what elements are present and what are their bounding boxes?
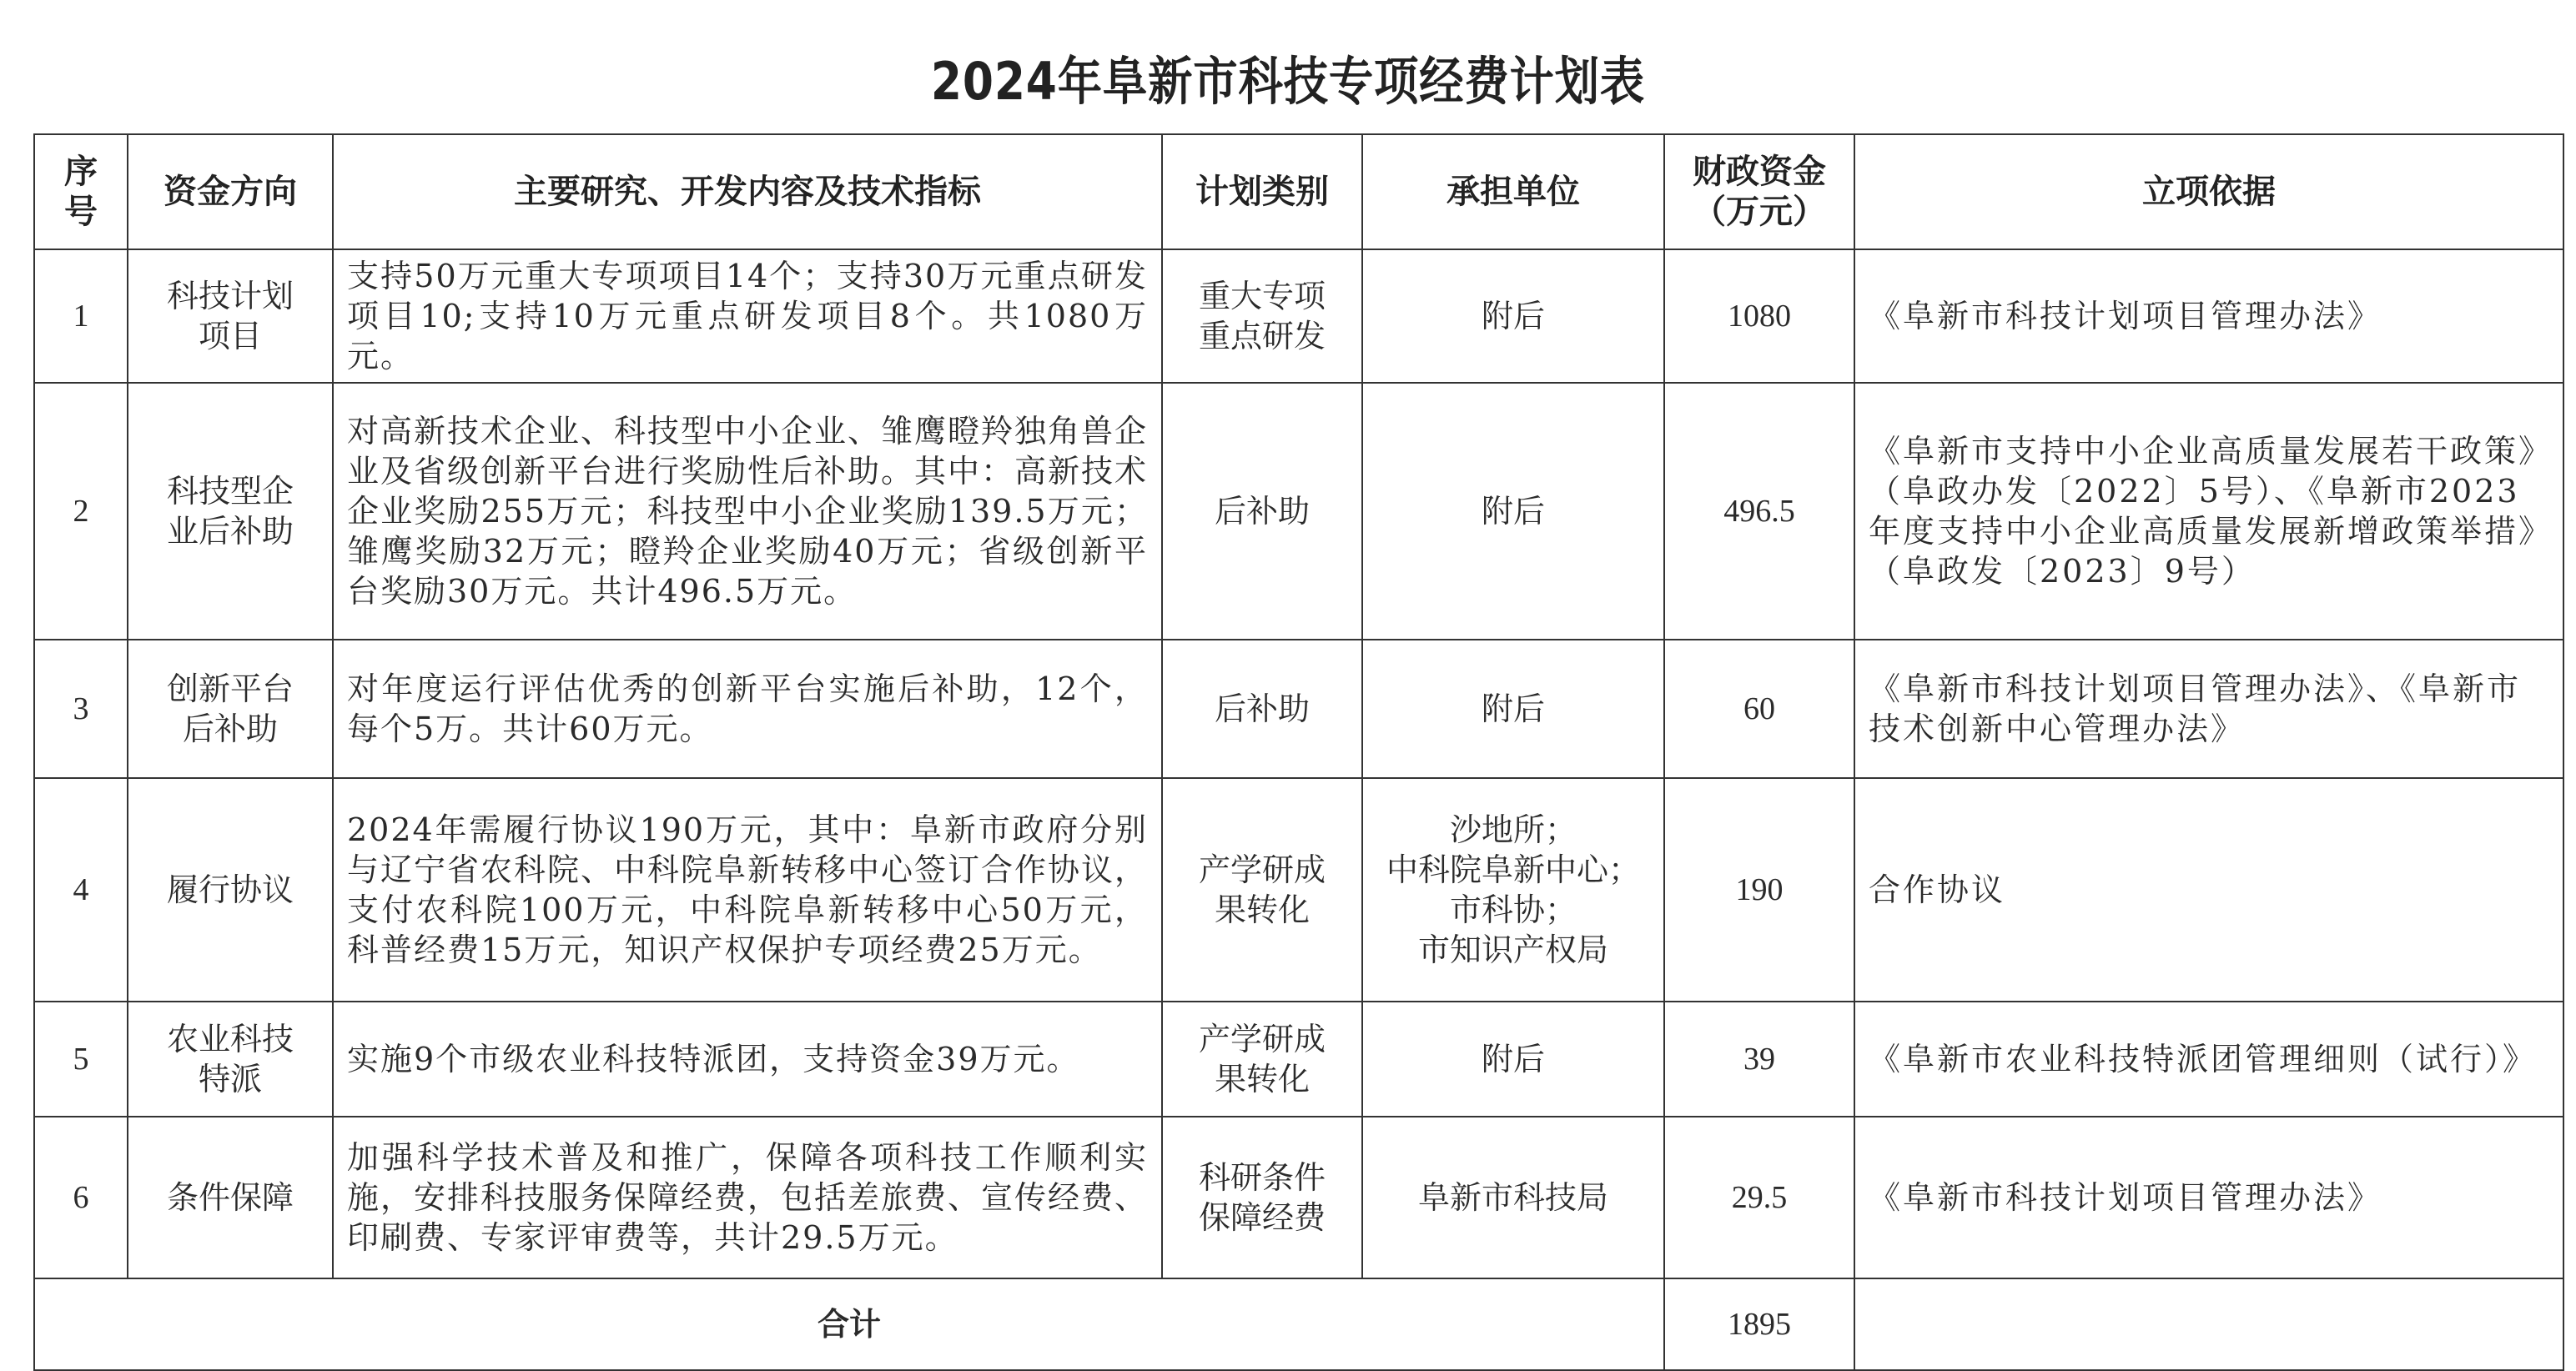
row-unit [1362,640,1664,778]
category-line: 保障经费 [1198,1199,1326,1236]
row-index: 2 [34,383,128,640]
row-category [1162,383,1362,640]
header-unit: 承担单位 [1362,134,1664,249]
unit-line: 附后 [1481,691,1545,727]
header-funds [1664,134,1854,249]
row-content: 对年度运行评估优秀的创新平台实施后补助，12个，每个5万。共计60万元。 [333,640,1162,778]
header-content: 主要研究、开发内容及技术指标 [333,134,1162,249]
row-index: 4 [34,778,128,1002]
row-unit [1362,1002,1664,1117]
row-unit [1362,778,1664,1002]
category-line: 后补助 [1214,691,1310,727]
row-content: 支持50万元重大专项项目14个；支持30万元重点研发项目10;支持10万元重点研发项目8个。共1080万元。 [333,249,1162,383]
row-category [1162,640,1362,778]
header-index-line2: 号 [64,193,98,231]
row-unit [1362,249,1664,383]
row-index: 3 [34,640,128,778]
row-basis: 合作协议 [1854,778,2563,1002]
category-line: 果转化 [1214,891,1310,928]
row-category [1162,778,1362,1002]
table-row [34,249,2563,383]
row-category [1162,249,1362,383]
header-basis: 立项依据 [1854,134,2563,249]
header-funds-line1: 财政资金 [1693,153,1826,191]
row-funds: 39 [1664,1002,1854,1117]
document-title: 2024年阜新市科技专项经费计划表 [930,51,1646,112]
header-direction: 资金方向 [128,134,333,249]
row-funds: 60 [1664,640,1854,778]
unit-line: 附后 [1481,298,1545,334]
header-index [34,134,128,249]
total-basis [1854,1278,2563,1370]
header-funds-line2: （万元） [1693,193,1826,231]
row-category [1162,1117,1362,1278]
row-basis: 《阜新市科技计划项目管理办法》 [1854,1117,2563,1278]
row-direction [128,1117,333,1278]
category-line: 产学研成 [1198,851,1326,888]
row-basis: 《阜新市科技计划项目管理办法》、《阜新市技术创新中心管理办法》 [1854,640,2563,778]
unit-line: 阜新市科技局 [1417,1179,1608,1216]
row-unit [1362,1117,1664,1278]
category-line: 重大专项 [1198,278,1326,314]
category-line: 科研条件 [1198,1159,1326,1196]
row-basis: 《阜新市农业科技特派团管理细则（试行）》 [1854,1002,2563,1117]
row-funds: 1080 [1664,249,1854,383]
header-index-line1: 序 [64,153,98,191]
row-direction [128,1002,333,1117]
category-line: 果转化 [1214,1061,1310,1097]
row-index: 1 [34,249,128,383]
direction-line: 业后补助 [166,513,294,550]
row-unit [1362,383,1664,640]
direction-line: 条件保障 [166,1179,294,1216]
category-line: 后补助 [1214,493,1310,530]
row-index: 5 [34,1002,128,1117]
unit-line: 市科协； [1449,891,1577,928]
row-category [1162,1002,1362,1117]
row-direction [128,249,333,383]
direction-line: 创新平台 [166,670,294,707]
row-funds: 496.5 [1664,383,1854,640]
row-direction [128,383,333,640]
row-direction [128,640,333,778]
total-row [34,1278,2563,1370]
total-funds: 1895 [1664,1278,1854,1370]
header-row [34,134,2563,249]
table-row [34,383,2563,640]
category-line: 产学研成 [1198,1021,1326,1057]
row-funds: 190 [1664,778,1854,1002]
direction-line: 后补助 [182,711,278,747]
unit-line: 附后 [1481,493,1545,530]
row-content: 实施9个市级农业科技特派团，支持资金39万元。 [333,1002,1162,1117]
direction-line: 履行协议 [166,871,294,908]
direction-line: 农业科技 [166,1021,294,1057]
unit-line: 市知识产权局 [1417,932,1608,968]
unit-line: 附后 [1481,1041,1545,1077]
funding-plan-table [33,133,2564,1371]
row-direction [128,778,333,1002]
direction-line: 科技型企 [166,473,294,510]
table-row [34,640,2563,778]
row-content: 加强科学技术普及和推广，保障各项科技工作顺利实施，安排科技服务保障经费，包括差旅费、宣传经费、印刷费、专家评审费等，共计29.5万元。 [333,1117,1162,1278]
header-category: 计划类别 [1162,134,1362,249]
unit-line: 中科院阜新中心； [1386,851,1640,888]
table-row [34,1117,2563,1278]
category-line: 重点研发 [1198,318,1326,354]
row-basis: 《阜新市支持中小企业高质量发展若干政策》（阜政办发〔2022〕5号）、《阜新市2023年度支持中小企业高质量发展新增政策举措》（阜政发〔2023〕9号） [1854,383,2563,640]
unit-line: 沙地所； [1449,811,1577,848]
direction-line: 特派 [198,1061,262,1097]
row-basis: 《阜新市科技计划项目管理办法》 [1854,249,2563,383]
total-label: 合计 [34,1278,1664,1370]
row-content: 2024年需履行协议190万元，其中：阜新市政府分别与辽宁省农科院、中科院阜新转移中心签订合作协议，支付农科院100万元，中科院阜新转移中心50万元，科普经费15万元，知识产权保护专项经费25万元。 [333,778,1162,1002]
row-funds: 29.5 [1664,1117,1854,1278]
table-row [34,778,2563,1002]
direction-line: 项目 [198,318,262,354]
table-row [34,1002,2563,1117]
row-content: 对高新技术企业、科技型中小企业、雏鹰瞪羚独角兽企业及省级创新平台进行奖励性后补助。其中：高新技术企业奖励255万元；科技型中小企业奖励139.5万元；雏鹰奖励32万元；瞪羚企业奖励40万元；省级创新平台奖励30万元。共计496.5万元。 [333,383,1162,640]
row-index: 6 [34,1117,128,1278]
direction-line: 科技计划 [166,278,294,314]
